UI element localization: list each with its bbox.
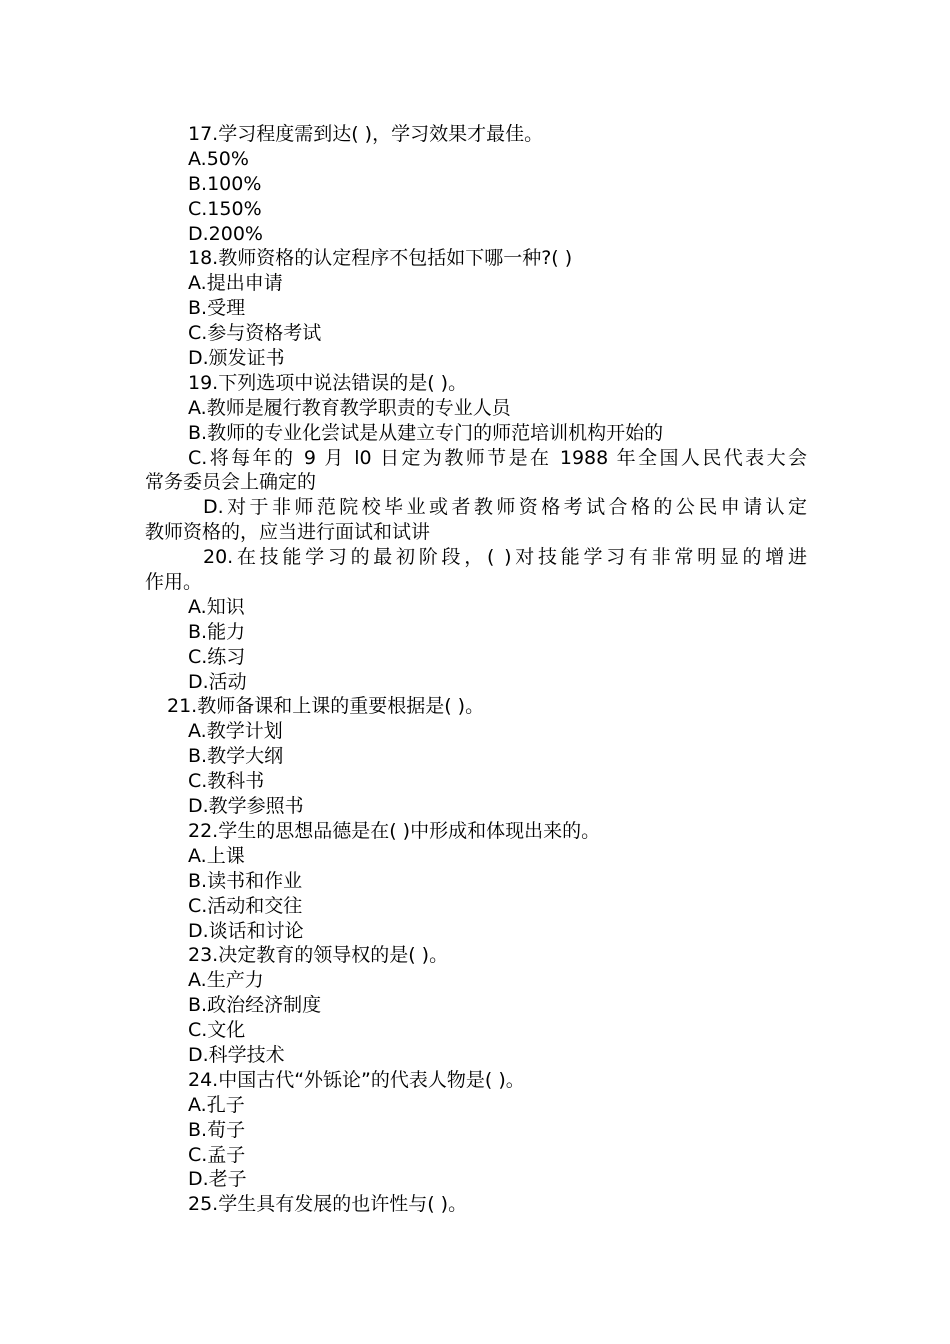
question-17-option-a: A.50%: [188, 147, 249, 170]
question-22-option-c: C.活动和交往: [188, 894, 303, 917]
question-18-option-a: A.提出申请: [188, 272, 283, 295]
question-24-stem: 24.中国古代“外铄论”的代表人物是( )。: [188, 1068, 525, 1091]
question-23-option-d: D.科学技术: [188, 1043, 285, 1066]
question-23-option-a: A.生产力: [188, 969, 264, 992]
question-20-option-b: B.能力: [188, 620, 246, 643]
question-19-option-d-line1: D.对于非师范院校毕业或者教师资格考试合格的公民申请认定: [203, 496, 807, 519]
question-18-option-d: D.颁发证书: [188, 347, 285, 370]
question-23-option-c: C.文化: [188, 1019, 246, 1042]
question-23-stem: 23.决定教育的领导权的是( )。: [188, 944, 449, 967]
question-22-stem: 22.学生的思想品德是在( )中形成和体现出来的。: [188, 819, 601, 842]
question-22-option-d: D.谈话和讨论: [188, 919, 304, 942]
question-21-option-c: C.教科书: [188, 770, 265, 793]
question-21-stem: 21.教师备课和上课的重要根据是( )。: [167, 695, 485, 718]
question-24-option-a: A.孔子: [188, 1093, 245, 1116]
question-24-option-b: B.荀子: [188, 1118, 246, 1141]
question-18-option-b: B.受理: [188, 297, 246, 320]
question-20-option-a: A.知识: [188, 595, 245, 618]
question-23-option-b: B.政治经济制度: [188, 994, 322, 1017]
question-19-option-a: A.教师是履行教育教学职责的专业人员: [188, 396, 511, 419]
question-17-option-c: C.150%: [188, 197, 262, 220]
question-24-option-c: C.孟子: [188, 1143, 246, 1166]
question-19-stem: 19.下列选项中说法错误的是( )。: [188, 371, 468, 394]
question-17-option-b: B.100%: [188, 172, 262, 195]
question-19-option-c-line1: C.将每年的 9 月 l0 日定为教师节是在 1988 年全国人民代表大会: [188, 446, 807, 469]
question-18-stem: 18.教师资格的认定程序不包括如下哪一种?( ): [188, 247, 573, 270]
question-20-stem-line2: 作用。: [145, 571, 203, 594]
question-20-option-c: C.练习: [188, 645, 246, 668]
question-21-option-a: A.教学计划: [188, 720, 283, 743]
question-21-option-b: B.教学大纲: [188, 745, 284, 768]
question-19-option-c-line2: 常务委员会上确定的: [145, 471, 317, 494]
question-19-option-d-line2: 教师资格的，应当进行面试和试讲: [145, 521, 431, 544]
question-17-stem: 17.学习程度需到达( )，学习效果才最佳。: [188, 123, 544, 145]
question-22-option-a: A.上课: [188, 844, 245, 867]
question-20-stem-line1: 20.在技能学习的最初阶段，( )对技能学习有非常明显的增进: [203, 546, 807, 569]
question-list: [145, 122, 807, 1217]
question-18-option-c: C.参与资格考试: [188, 322, 322, 345]
question-17-option-d: D.200%: [188, 222, 263, 245]
question-21-option-d: D.教学参照书: [188, 795, 304, 818]
question-24-option-d: D.老子: [188, 1168, 247, 1191]
question-25-stem: 25.学生具有发展的也许性与( )。: [188, 1193, 468, 1216]
question-20-option-d: D.活动: [188, 670, 247, 693]
question-22-option-b: B.读书和作业: [188, 869, 303, 892]
question-19-option-b: B.教师的专业化尝试是从建立专门的师范培训机构开始的: [188, 421, 664, 444]
